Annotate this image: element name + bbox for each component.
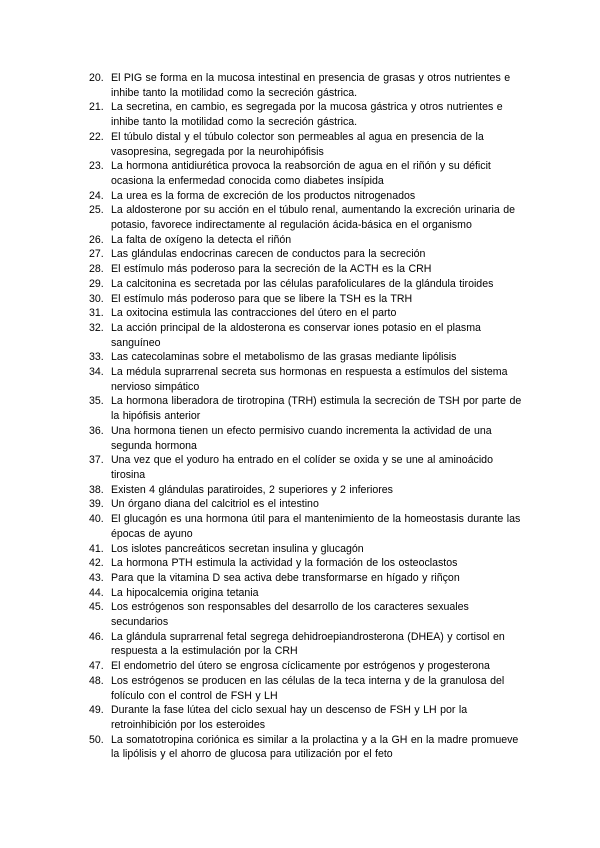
list-item bbox=[89, 556, 529, 571]
list-item bbox=[89, 483, 529, 498]
item-number: 37. bbox=[89, 454, 104, 467]
item-text: El glucagón es una hormona útil para el mantenimiento de la homeostasis durante las épocas de ayuno bbox=[111, 513, 521, 540]
item-number: 24. bbox=[89, 189, 104, 202]
item-text: Para que la vitamina D sea activa debe transformarse en hígado y riñçon bbox=[111, 571, 460, 584]
list-item bbox=[89, 233, 529, 248]
item-number: 23. bbox=[89, 160, 104, 173]
item-text: La oxitocina estimula las contracciones del útero en el parto bbox=[111, 307, 397, 320]
list-item bbox=[89, 659, 529, 674]
item-number: 29. bbox=[89, 277, 104, 290]
item-text: El estímulo más poderoso para la secreción de la ACTH es la CRH bbox=[111, 263, 432, 276]
item-number: 42. bbox=[89, 557, 104, 570]
item-number: 28. bbox=[89, 263, 104, 276]
list-item bbox=[89, 453, 529, 482]
item-number: 26. bbox=[89, 233, 104, 246]
list-item bbox=[89, 321, 529, 350]
item-text: La hormona antidiurética provoca la reabsorción de agua en el riñón y su déficit ocasiona la enfermedad conocida como diabetes insípida bbox=[111, 160, 491, 187]
item-text: La secretina, en cambio, es segregada por la mucosa gástrica y otros nutrientes e inhibe tanto la motilidad como la secreción gástrica. bbox=[111, 101, 503, 129]
list-item bbox=[89, 292, 529, 307]
item-text: El estímulo más poderoso para que se libere la TSH es la TRH bbox=[111, 292, 413, 305]
item-text: El túbulo distal y el túbulo colector son permeables al agua en presencia de la vasopresina, segregada por la neurohipófisis bbox=[111, 130, 484, 158]
item-text: Los estrógenos son responsables del desarrollo de los caracteres sexuales secundarios bbox=[111, 601, 469, 629]
item-text: Existen 4 glándulas paratiroides, 2 superiores y 2 inferiores bbox=[111, 483, 393, 496]
list-item bbox=[89, 71, 529, 100]
item-text: El PIG se forma en la mucosa intestinal en presencia de grasas y otros nutrientes e inhibe tanto la motilidad como la secreción gástrica. bbox=[111, 72, 511, 99]
item-number: 43. bbox=[89, 571, 104, 584]
item-number: 31. bbox=[89, 307, 104, 320]
item-number: 40. bbox=[89, 513, 104, 526]
item-number: 44. bbox=[89, 586, 104, 599]
list-item bbox=[89, 586, 529, 601]
item-text: Las glándulas endocrinas carecen de conductos para la secreción bbox=[111, 248, 426, 261]
numbered-list bbox=[89, 71, 529, 762]
item-text: La hormona liberadora de tirotropina (TRH) estimula la secreción de TSH por parte de la hipófisis anterior bbox=[111, 395, 522, 423]
item-number: 22. bbox=[89, 130, 104, 143]
list-item bbox=[89, 674, 529, 703]
item-number: 38. bbox=[89, 483, 104, 496]
list-item bbox=[89, 394, 529, 423]
item-text: La hipocalcemia origina tetania bbox=[111, 586, 259, 599]
item-number: 20. bbox=[89, 72, 104, 84]
list-item bbox=[89, 424, 529, 453]
item-text: La falta de oxígeno la detecta el riñón bbox=[111, 233, 292, 246]
item-text: Una hormona tienen un efecto permisivo cuando incrementa la actividad de una segunda hormona bbox=[111, 424, 492, 452]
item-text: Los islotes pancreáticos secretan insulina y glucagón bbox=[111, 542, 364, 555]
item-number: 46. bbox=[89, 630, 104, 643]
list-item bbox=[89, 262, 529, 277]
list-item bbox=[89, 703, 529, 732]
item-number: 47. bbox=[89, 660, 104, 673]
list-item bbox=[89, 630, 529, 659]
list-item bbox=[89, 130, 529, 159]
list-item bbox=[89, 542, 529, 557]
item-number: 36. bbox=[89, 424, 104, 437]
list-item bbox=[89, 497, 529, 512]
item-text: El endometrio del útero se engrosa cíclicamente por estrógenos y progesterona bbox=[111, 660, 490, 673]
list-item bbox=[89, 306, 529, 321]
item-text: La médula suprarrenal secreta sus hormonas en respuesta a estímulos del sistema nervioso simpático bbox=[111, 366, 508, 393]
item-text: La aldosterone por su acción en el túbulo renal, aumentando la excreción urinaria de potasio, favorece indirectamente al regulación ácida-básica en el organismo bbox=[111, 204, 516, 232]
list-item bbox=[89, 512, 529, 541]
item-text: Los estrógenos se producen en las células de la teca interna y de la granulosa del folículo con el control de FSH y LH bbox=[111, 674, 505, 702]
item-text: La acción principal de la aldosterona es conservar iones potasio en el plasma sanguíneo bbox=[111, 321, 481, 349]
item-text: La calcitonina es secretada por las células parafoliculares de la glándula tiroides bbox=[111, 277, 494, 290]
item-text: La hormona PTH estimula la actividad y la formación de los osteoclastos bbox=[111, 557, 458, 570]
item-number: 35. bbox=[89, 395, 104, 408]
list-item bbox=[89, 571, 529, 586]
list-item bbox=[89, 100, 529, 129]
item-text: Una vez que el yoduro ha entrado en el colíder se oxida y se une al aminoácido tirosina bbox=[111, 454, 493, 481]
item-number: 30. bbox=[89, 292, 104, 305]
list-item bbox=[89, 247, 529, 262]
item-text: La somatotropina coriónica es similar a la prolactina y a la GH en la madre promueve la lipólisis y el ahorro de glucosa para utilización por el feto bbox=[111, 733, 519, 761]
item-text: Un órgano diana del calcitriol es el intestino bbox=[111, 498, 319, 511]
item-number: 45. bbox=[89, 601, 104, 614]
list-item bbox=[89, 733, 529, 762]
list-item bbox=[89, 365, 529, 394]
item-text: La glándula suprarrenal fetal segrega dehidroepiandrosterona (DHEA) y cortisol en respuesta a la estimulación por la CRH bbox=[111, 630, 505, 658]
list-item bbox=[89, 600, 529, 629]
item-number: 39. bbox=[89, 498, 104, 511]
item-number: 34. bbox=[89, 366, 104, 379]
list-item bbox=[89, 189, 529, 204]
item-number: 25. bbox=[89, 204, 104, 217]
item-number: 41. bbox=[89, 542, 104, 555]
item-number: 27. bbox=[89, 248, 104, 261]
item-number: 49. bbox=[89, 704, 104, 717]
item-number: 32. bbox=[89, 321, 104, 334]
list-item bbox=[89, 277, 529, 292]
item-number: 33. bbox=[89, 351, 104, 364]
item-number: 50. bbox=[89, 733, 104, 746]
item-text: La urea es la forma de excreción de los productos nitrogenados bbox=[111, 189, 416, 202]
list-item bbox=[89, 203, 529, 232]
item-text: Las catecolaminas sobre el metabolismo de las grasas mediante lipólisis bbox=[111, 351, 457, 364]
item-number: 21. bbox=[89, 101, 104, 114]
list-item bbox=[89, 159, 529, 188]
list-item bbox=[89, 350, 529, 365]
item-number: 48. bbox=[89, 674, 104, 687]
item-text: Durante la fase lútea del ciclo sexual hay un descenso de FSH y LH por la retroinhibición por los esteroides bbox=[111, 704, 468, 731]
